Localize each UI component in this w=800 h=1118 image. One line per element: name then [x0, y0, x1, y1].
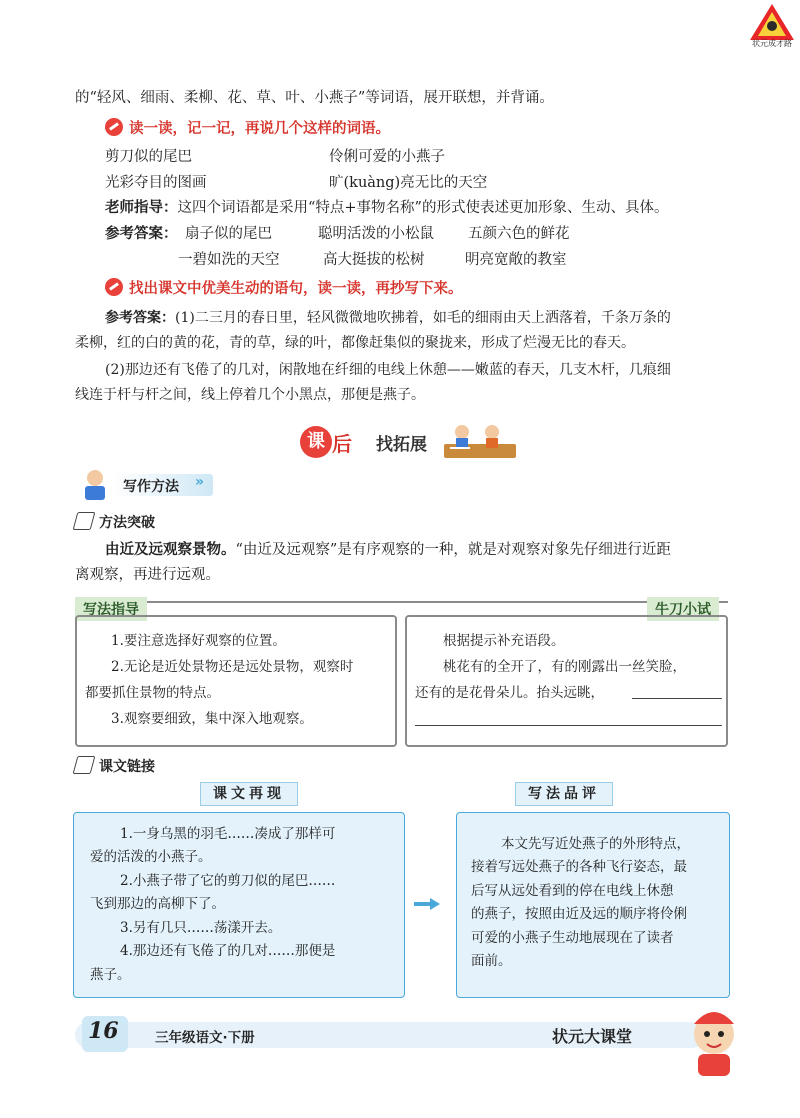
method-comment-box: [456, 812, 730, 998]
guide-practice-panel: [75, 597, 728, 747]
after-class-circle: 课: [300, 426, 332, 458]
practice-answer-blank-2[interactable]: [415, 725, 722, 726]
after-class-after: 后: [332, 432, 352, 456]
text-link-title: 课文链接: [99, 759, 155, 775]
task2-answer-label: 参考答案：: [105, 310, 175, 326]
answer-label: 参考答案：: [105, 226, 178, 242]
task2-heading: [105, 278, 463, 299]
intro-line: 的“轻风、细雨、柔柳、花、草、叶、小燕子”等词语，展开联想，并背诵。: [75, 90, 554, 106]
students-illustration-icon: [440, 418, 520, 466]
text-review-box: [73, 812, 405, 998]
review-line-7: 燕子。: [90, 967, 131, 983]
review-line-6: 4.那边还有飞倦了的几对……那便是: [120, 943, 336, 959]
task2-para2-l1: (2)那边还有飞倦了的几对，闲散地在纤细的电线上休憩——嫩蓝的春天，几支木杆，几痕细: [105, 362, 671, 378]
task2-para1-l1: [105, 308, 671, 328]
answer-5: 高大挺拔的松树: [323, 252, 425, 268]
answer-4: 一碧如洗的天空: [178, 252, 280, 268]
word-2: 伶俐可爱的小燕子: [329, 149, 445, 165]
teacher-icon: [75, 468, 115, 502]
review-line-1: 1.一身乌黑的羽毛……凑成了那样可: [120, 826, 336, 842]
book-title: 三年级语文·下册: [155, 1030, 255, 1046]
practice-line-2: 还有的是花骨朵儿。抬头远眺，: [415, 685, 604, 701]
teacher-guide-text: 这四个词语都是采用“特点+事物名称”的形式使表述更加形象、生动、具体。: [177, 200, 669, 216]
breakthrough-heading: [75, 512, 155, 532]
after-class-banner: [300, 418, 520, 466]
task-pencil-icon: [105, 278, 123, 296]
practice-line-1: 桃花有的全开了，有的刚露出一丝笑脸，: [443, 659, 686, 675]
teacher-guide-label: 老师指导：: [105, 200, 178, 216]
publisher-logo: [748, 2, 796, 50]
word-4: 旷(kuàng)亮无比的天空: [329, 175, 488, 191]
method-lead-l2: 离观察，再进行远观。: [75, 567, 220, 583]
mascot-icon: [676, 1000, 752, 1080]
answer-1: 扇子似的尾巴: [185, 226, 272, 242]
logo-text: 状元成才路: [752, 39, 792, 48]
task2-para1-l2: 柔柳，红的白的黄的花，青的草，绿的叶，都像赶集似的聚拢来，形成了烂漫无比的春天。: [75, 335, 635, 351]
text-review-pill: 课文再现: [200, 782, 298, 806]
task2-para1-text: (1)二三月的春日里，轻风微微地吹拂着，如毛的细雨由天上洒落着，千条万条的: [175, 310, 671, 326]
arrow-right-icon: [412, 896, 442, 912]
comment-line-6: 面前。: [471, 953, 512, 969]
task1-heading: [105, 118, 390, 139]
comment-line-3: 后写从远处看到的停在电线上休憩: [471, 883, 674, 899]
task1-title: 读一读，记一记，再说几个这样的词语。: [129, 121, 390, 137]
text-link-heading: [75, 756, 155, 776]
review-line-4: 飞到那边的高柳下了。: [90, 896, 225, 912]
task2-title: 找出课文中优美生动的语句，读一读，再抄写下来。: [129, 281, 463, 297]
writing-method-badge: [75, 468, 215, 500]
review-line-5: 3.另有几只……荡漾开去。: [120, 920, 282, 936]
series-title: 状元大课堂: [552, 1027, 633, 1046]
guide-item-1: 1.要注意选择好观察的位置。: [111, 633, 286, 649]
page-number: 16: [88, 1018, 119, 1044]
answer-6: 明亮宽敞的教室: [465, 252, 567, 268]
comment-line-4: 的燕子，按照由近及远的顺序将伶俐: [471, 906, 687, 922]
practice-prompt: 根据提示补充语段。: [443, 633, 565, 649]
guide-item-3: 3.观察要细致，集中深入地观察。: [111, 711, 313, 727]
method-lead-bold: 由近及远观察景物。: [105, 542, 236, 558]
review-line-3: 2.小燕子带了它的剪刀似的尾巴……: [120, 873, 336, 889]
task2-para2-l2: 线连于杆与杆之间，线上停着几个小黑点，那便是燕子。: [75, 387, 425, 403]
comment-line-1: 本文先写近处燕子的外形特点，: [501, 836, 690, 852]
teacher-guide: [105, 198, 668, 218]
after-class-title: 找拓展: [376, 435, 427, 455]
panel-top-rule: [75, 601, 728, 603]
breakthrough-title: 方法突破: [99, 515, 155, 531]
chevron-right-icon: »: [195, 474, 205, 490]
edit-pencil-icon: [73, 756, 96, 774]
comment-line-5: 可爱的小燕子生动地展现在了读者: [471, 930, 674, 946]
writing-method-title: 写作方法: [123, 479, 179, 495]
method-comment-pill: 写法品评: [515, 782, 613, 806]
practice-answer-blank-1[interactable]: [632, 698, 722, 699]
writing-guide-tag: 写法指导: [75, 597, 147, 621]
practice-tag: 牛刀小试: [647, 597, 719, 621]
answer-row-1: [105, 224, 178, 244]
guide-item-2: 2.无论是近处景物还是远处景物，观察时: [111, 659, 354, 675]
method-lead: [105, 540, 671, 560]
review-line-2: 爱的活泼的小燕子。: [90, 849, 212, 865]
method-lead-rest: “由近及远观察”是有序观察的一种，就是对观察对象先仔细进行近距: [235, 542, 671, 558]
word-3: 光彩夺目的图画: [105, 175, 207, 191]
guide-item-2-cont: 都要抓住景物的特点。: [85, 685, 220, 701]
word-1: 剪刀似的尾巴: [105, 149, 192, 165]
edit-pencil-icon: [73, 512, 96, 530]
task-pencil-icon: [105, 118, 123, 136]
answer-2: 聪明活泼的小松鼠: [318, 226, 434, 242]
answer-3: 五颜六色的鲜花: [468, 226, 570, 242]
comment-line-2: 接着写远处燕子的各种飞行姿态，最: [471, 859, 687, 875]
